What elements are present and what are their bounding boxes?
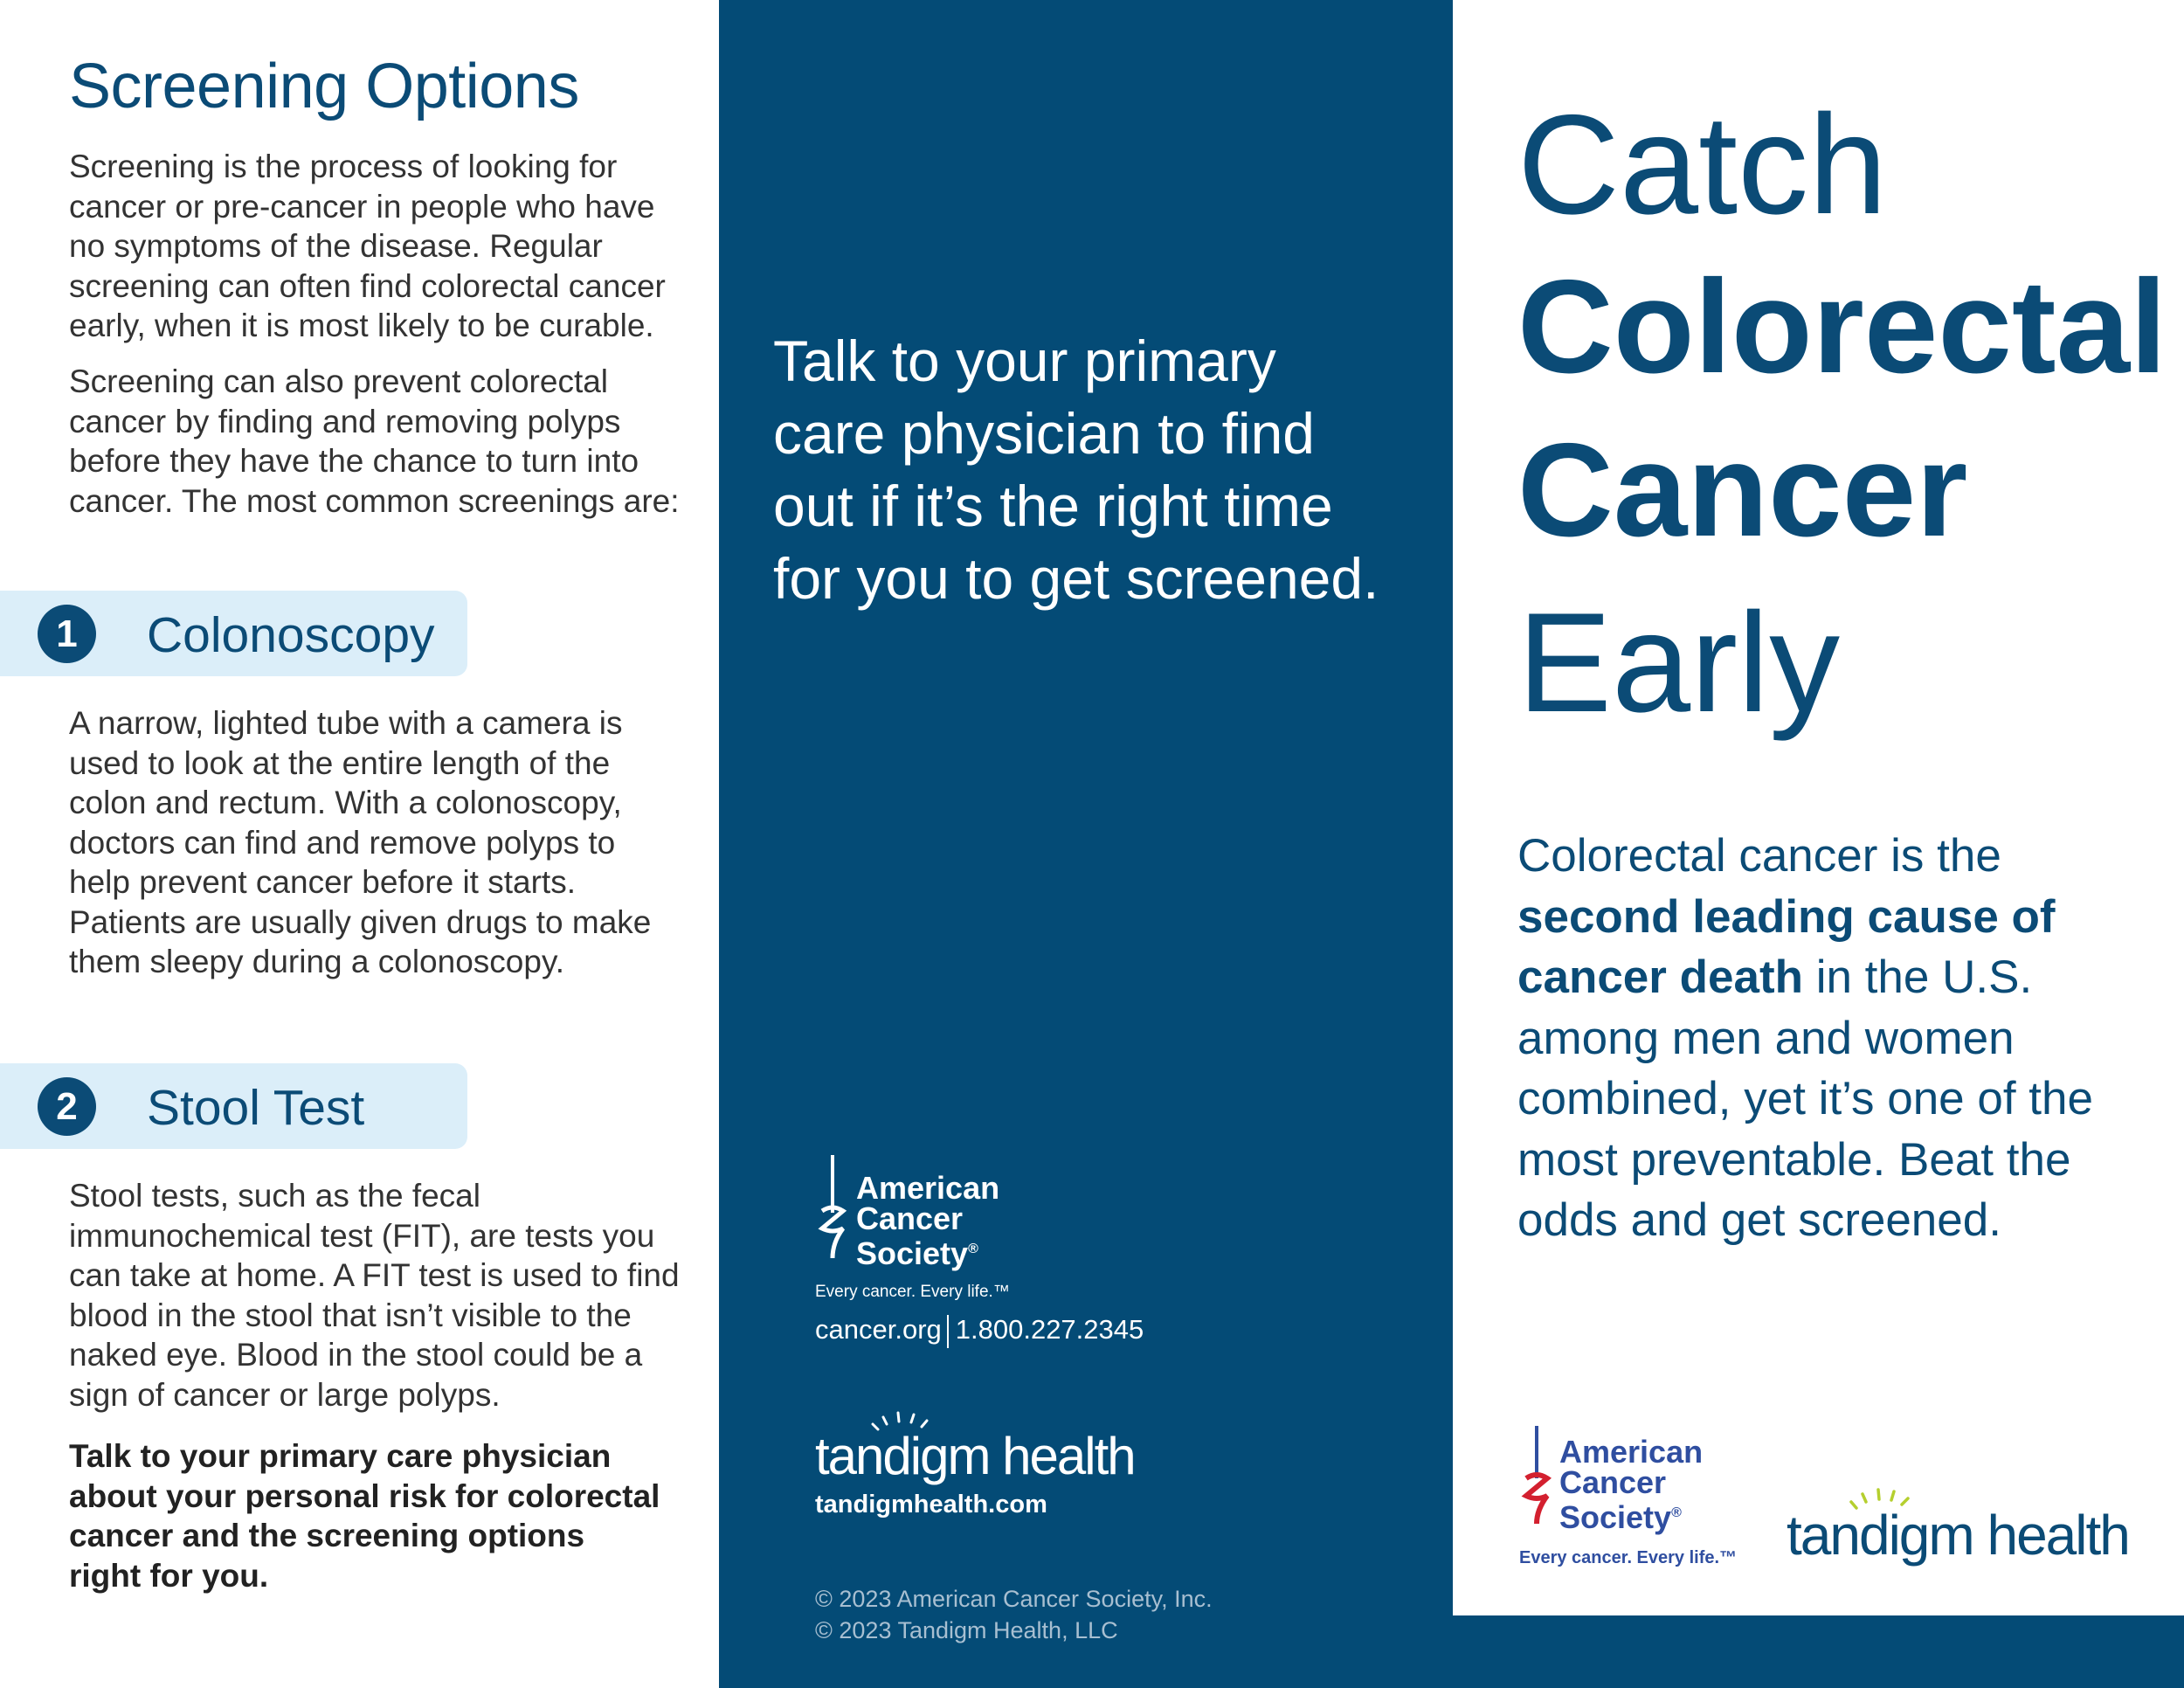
acs-tagline: Every cancer. Every life.™ [1519,1548,1738,1567]
acs-sword-icon [815,1155,850,1258]
title-catch: Catch [1517,86,1888,244]
acs-name-text: American Cancer Society [1559,1434,1704,1535]
option-colonoscopy-header [0,591,467,676]
stat-text-bold: second leading cause of cancer death [1517,890,2056,1003]
stat-text-post: in the U.S. among men and women combined, yet it’s one of the most preventable. Beat the odds and get screened. [1517,951,2093,1246]
colonoscopy-description: A narrow, lighted tube with a camera is used to look at the entire length of the colon and rectum. With a colonoscopy, doctors can find and remove polyps to help prevent cancer before it starts. Patients are usually given drugs to make them sleepy during a colonoscopy. [69,705,652,979]
copyright-block [815,1583,1213,1646]
number-badge-1: 1 [38,605,96,663]
talk-to-physician-headline: Talk to your primary care physician to find out if it’s the right time for you to get screened. [773,329,1379,611]
tandigm-wordmark: tandigm health [815,1427,1135,1485]
acs-tagline: Every cancer. Every life.™ [815,1283,1010,1301]
title-early: Early [1517,584,1841,742]
acs-name-text: American Cancer Society [856,1170,1000,1271]
screening-options-title: Screening Options [69,52,579,121]
stool-test-description: Stool tests, such as the fecal immunochemical test (FIT), are tests you can take at home. A FIT test is used to find blood in the stool that isn’t visible to the naked eye. Blood in the stool could be a sign of cancer or large polyps. [69,1178,680,1413]
intro-paragraph-2: Screening can also prevent colorectal cancer by finding and removing polyps before they have the chance to turn into cancer. The most common screenings are: [69,363,680,519]
stat-text-pre: Colorectal cancer is the [1517,830,2001,882]
screening-options-panel [0,0,719,1688]
copyright-acs: © 2023 American Cancer Society, Inc. [815,1586,1213,1612]
tandigm-wordmark: tandigm health [1787,1504,2129,1567]
middle-panel [719,0,1453,1688]
option-stool-test-header [0,1063,467,1149]
statistic-paragraph [1517,826,2146,1251]
acs-name [1559,1434,1769,1535]
title-cancer: Cancer [1517,416,1968,564]
acs-phone[interactable]: 1.800.227.2345 [955,1314,1144,1345]
acs-sword-icon [1519,1426,1554,1524]
contact-divider [947,1315,949,1348]
intro-paragraph-1: Screening is the process of looking for cancer or pre-cancer in people who have no symptoms of the disease. Regular screening can often find colorectal cancer early, when it is most likely to be curable. [69,149,666,343]
cover-bottom-band [1453,1615,2184,1688]
acs-registered-mark: ® [968,1242,978,1256]
title-colorectal: Colorectal [1517,253,2167,401]
cover-panel [1453,0,2184,1688]
acs-contact [815,1314,1144,1348]
closing-advice: Talk to your primary care physician about your personal risk for colorectal cancer and the screening options right for you. [69,1438,660,1594]
tandigm-website[interactable]: tandigmhealth.com [815,1491,1047,1519]
option-label-colonoscopy: Colonoscopy [147,607,435,663]
copyright-tandigm: © 2023 Tandigm Health, LLC [815,1617,1118,1643]
acs-website[interactable]: cancer.org [815,1314,942,1345]
number-badge-2: 2 [38,1077,96,1136]
acs-name [856,1170,1083,1271]
acs-registered-mark: ® [1671,1505,1682,1520]
option-label-stool-test: Stool Test [147,1080,365,1136]
